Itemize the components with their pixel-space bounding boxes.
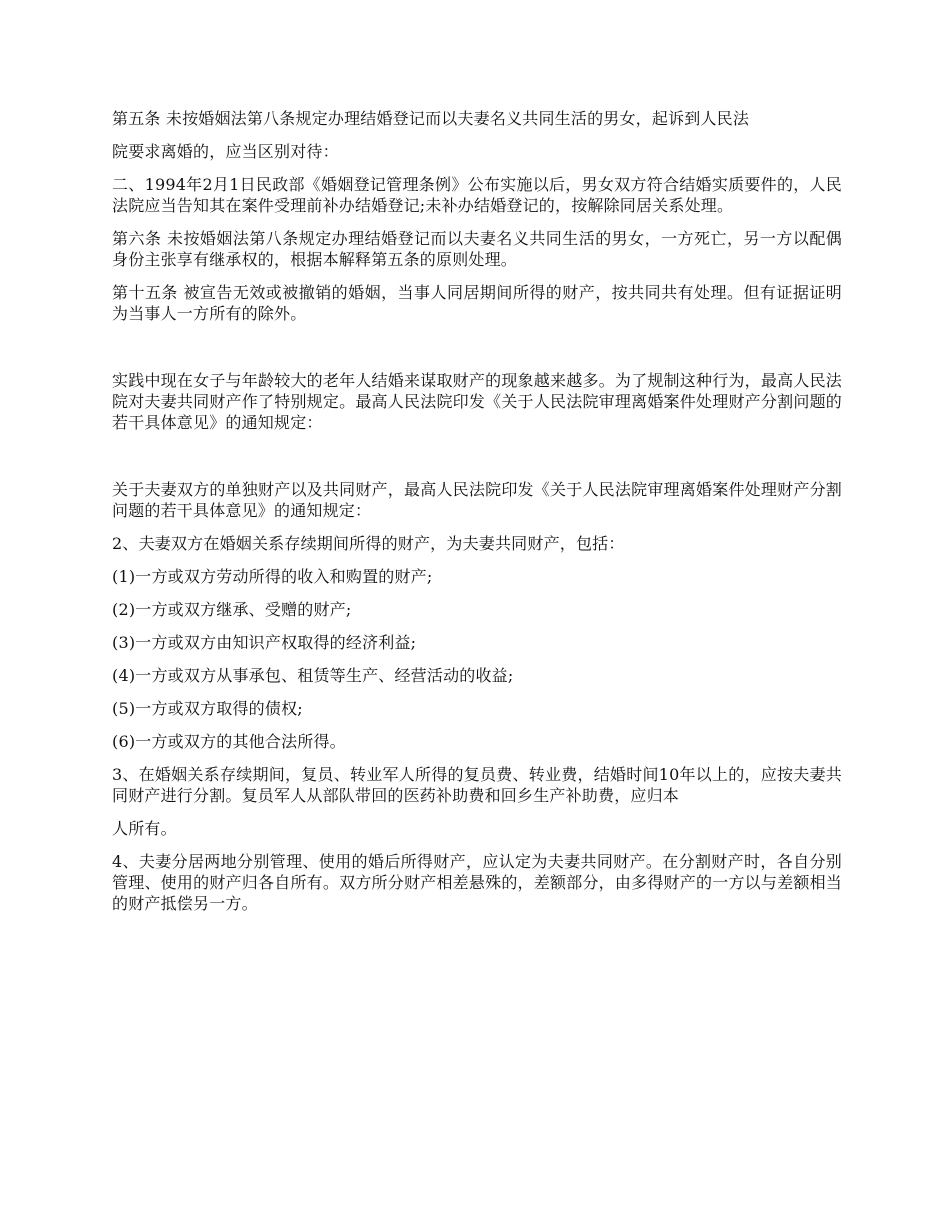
paragraph-point-3-cont: 人所有。: [112, 819, 177, 838]
paragraph-article-15: 第十五条 被宣告无效或被撤销的婚姻，当事人同居期间所得的财产，按共同共有处理。但有证据证明为当事人一方所有的除外。: [112, 283, 842, 323]
paragraph-point-3: 3、在婚姻关系存续期间，复员、转业军人所得的复员费、转业费，结婚时间10年以上的，应按夫妻共同财产进行分割。复员军人从部队带回的医药补助费和回乡生产补助费，应归本: [112, 765, 842, 805]
list-item-2: (2)一方或双方继承、受赠的财产;: [112, 600, 352, 619]
list-item-6: (6)一方或双方的其他合法所得。: [112, 732, 346, 751]
document-page: [112, 108, 842, 926]
list-item-1: (1)一方或双方劳动所得的收入和购置的财产;: [112, 567, 433, 586]
spacer: [112, 336, 842, 370]
paragraph-practice: 实践中现在女子与年龄较大的老年人结婚来谋取财产的现象越来越多。为了规制这种行为，最高人民法院对夫妻共同财产作了特别规定。最高人民法院印发《关于人民法院审理离婚案件处理财产分割问题的若干具体意见》的通知规定：: [112, 371, 842, 432]
paragraph-article-5-cont: 院要求离婚的，应当区别对待：: [112, 142, 339, 161]
paragraph-item-2-1994: 二、1994年2月1日民政部《婚姻登记管理条例》公布实施以后，男女双方符合结婚实质要件的，人民法院应当告知其在案件受理前补办结婚登记;未补办结婚登记的，按解除同居关系处理。: [112, 175, 842, 215]
paragraph-article-5: 第五条 未按婚姻法第八条规定办理结婚登记而以夫妻名义共同生活的男女，起诉到人民法: [112, 109, 750, 128]
list-item-3: (3)一方或双方由知识产权取得的经济利益;: [112, 633, 417, 652]
paragraph-point-4: 4、夫妻分居两地分别管理、使用的婚后所得财产，应认定为夫妻共同财产。在分割财产时，各自分别管理、使用的财产归各自所有。双方所分财产相差悬殊的，差额部分，由多得财产的一方以与差额相当的财产抵偿另一方。: [112, 852, 842, 913]
spacer: [112, 445, 842, 479]
list-item-4: (4)一方或双方从事承包、租赁等生产、经营活动的收益;: [112, 666, 514, 685]
paragraph-joint-property: 关于夫妻双方的单独财产以及共同财产，最高人民法院印发《关于人民法院审理离婚案件处理财产分割问题的若干具体意见》的通知规定：: [112, 480, 842, 520]
paragraph-point-2: 2、夫妻双方在婚姻关系存续期间所得的财产，为夫妻共同财产，包括：: [112, 534, 625, 553]
paragraph-article-6: 第六条 未按婚姻法第八条规定办理结婚登记而以夫妻名义共同生活的男女，一方死亡，另一方以配偶身份主张享有继承权的，根据本解释第五条的原则处理。: [112, 229, 842, 269]
list-item-5: (5)一方或双方取得的债权;: [112, 699, 303, 718]
